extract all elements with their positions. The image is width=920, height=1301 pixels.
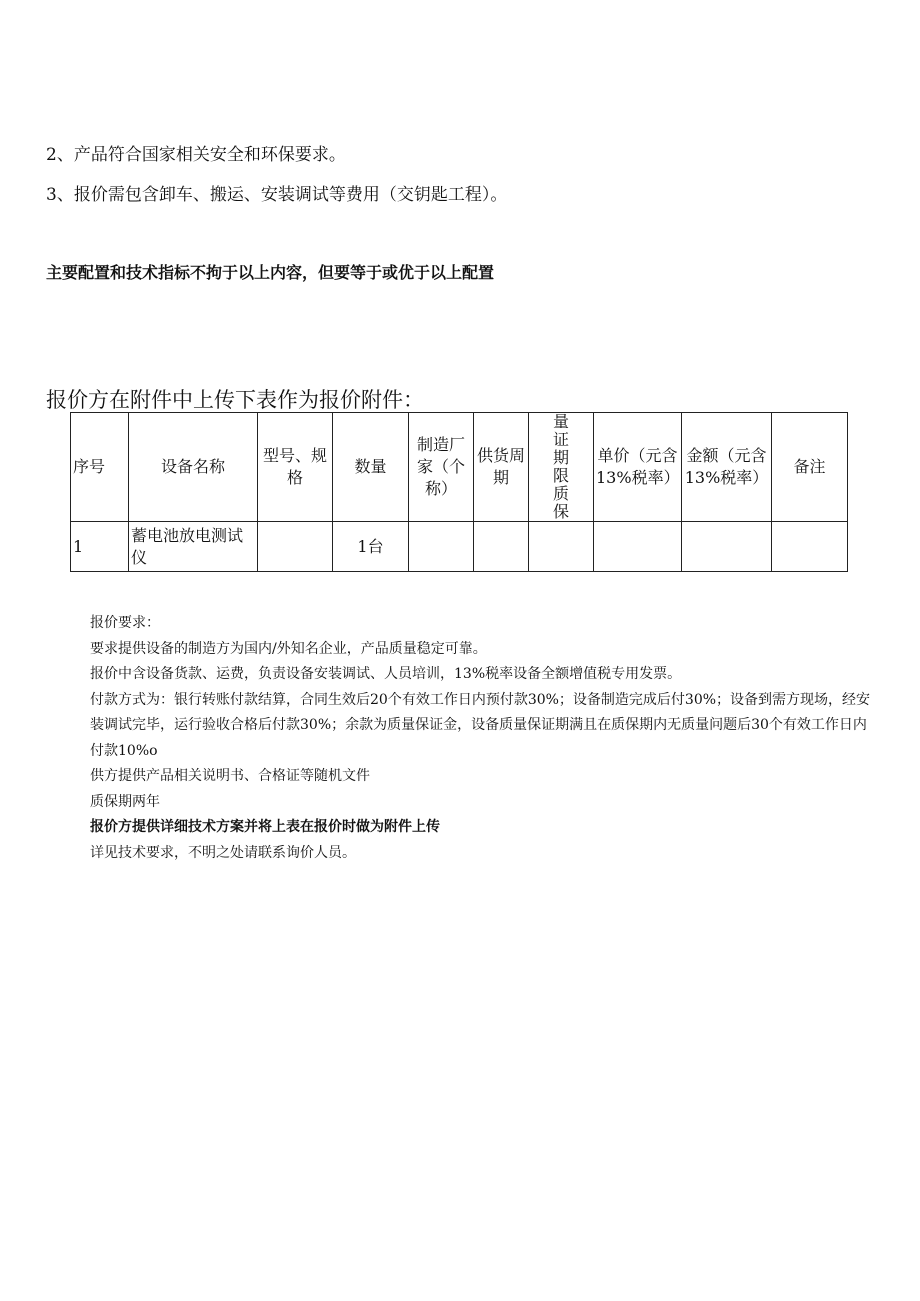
header-unit-price: 单价（元含13%税率）: [594, 413, 682, 522]
requirement-item-3: 3、报价需包含卸车、搬运、安装调试等费用（交钥匙工程）。: [46, 185, 508, 205]
manufacturer-requirement: 要求提供设备的制造方为国内/外知名企业，产品质量稳定可靠。: [90, 640, 487, 657]
header-model-spec: 型号、规格: [258, 413, 333, 522]
cell-manufacturer: [409, 522, 474, 572]
quote-table-heading: 报价方在附件中上传下表作为报价附件：: [46, 388, 424, 412]
cell-model-spec: [258, 522, 333, 572]
contact-note: 详见技术要求，不明之处请联系询价人员。: [90, 844, 356, 861]
table-header-row: [71, 413, 848, 522]
technical-proposal-requirement: 报价方提供详细技术方案并将上表在报价时做为附件上传: [90, 819, 440, 835]
cell-amount: [682, 522, 772, 572]
cell-quantity: 1台: [333, 522, 409, 572]
warranty-period: 质保期两年: [90, 793, 160, 810]
table-row: [71, 522, 848, 572]
quote-requirements-title: 报价要求：: [90, 615, 160, 631]
price-inclusion-requirement: 报价中含设备货款、运费，负责设备安装调试、人员培训，13%税率设备全额增值税专用发票。: [90, 666, 682, 682]
header-amount: 金额（元含13%税率）: [682, 413, 772, 522]
header-warranty-text: 量证期限质保: [553, 412, 570, 521]
cell-seq: 1: [71, 522, 129, 572]
header-quantity: 数量: [333, 413, 409, 522]
cell-delivery-period: [474, 522, 529, 572]
header-warranty-period: [529, 413, 594, 522]
quote-requirements: [90, 611, 880, 866]
cell-unit-price: [594, 522, 682, 572]
header-manufacturer: 制造厂家（个称）: [409, 413, 474, 522]
header-remarks: 备注: [772, 413, 848, 522]
cell-warranty-period: [529, 522, 594, 572]
header-seq: 序号: [71, 413, 129, 522]
header-delivery-period: 供货周期: [474, 413, 529, 522]
header-equipment-name: 设备名称: [129, 413, 258, 522]
requirement-item-2: 2、产品符合国家相关安全和环保要求。: [46, 145, 346, 165]
configuration-notice: 主要配置和技术指标不拘于以上内容，但要等于或优于以上配置: [46, 263, 495, 282]
quote-table: [70, 412, 848, 572]
cell-equipment-name: 蓄电池放电测试仪: [129, 522, 258, 572]
payment-terms: 付款方式为：银行转账付款结算，合同生效后20个有效工作日内预付款30%；设备制造完成后付30%；设备到需方现场，经安装调试完毕，运行验收合格后付款30%；余款为质量保证金，设备质量保证期满且在质保期内无质量问题后30个有效工作日内付款10%o: [90, 691, 871, 759]
documentation-requirement: 供方提供产品相关说明书、合格证等随机文件: [90, 768, 370, 784]
cell-remarks: [772, 522, 848, 572]
